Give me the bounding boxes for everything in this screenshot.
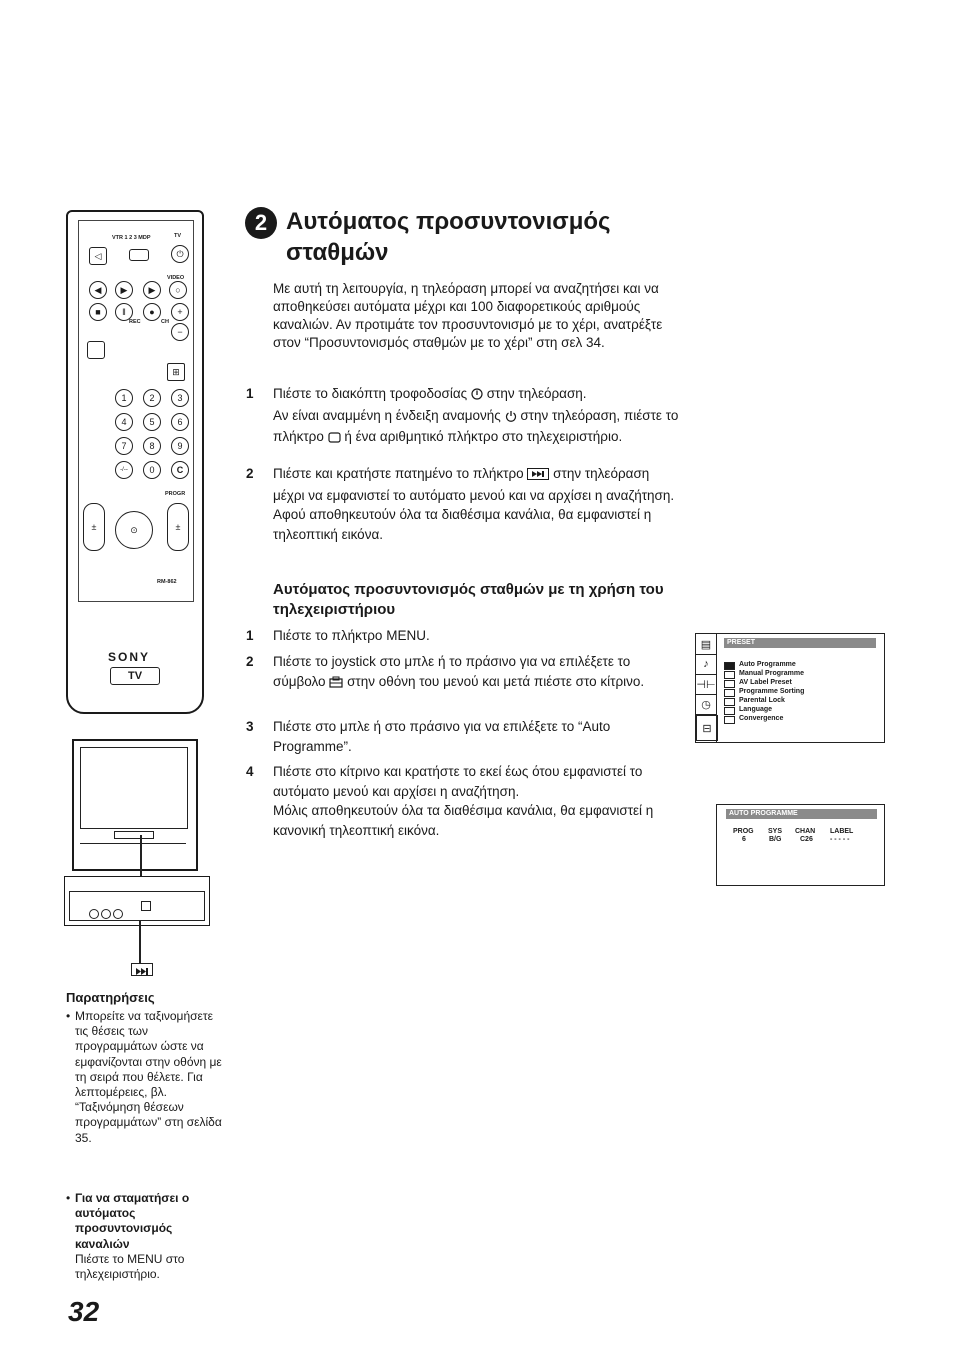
power-switch-icon [471,386,483,406]
picture-icon: ▤ [696,634,716,655]
menu-marker [724,680,735,688]
step-number: 3 [246,719,254,734]
note-item [66,1009,221,1174]
digit-3[interactable]: 3 [171,389,189,407]
auto-program-button-icon [131,963,153,976]
tv-step-2 [246,464,686,564]
features-icon: ⊣⊢ [696,674,716,695]
intro-paragraph: Με αυτή τη λειτουργία, η τηλεόραση μπορεί να αναζητήσει και να αποθηκεύσει αυτόματα μέχρι και 100 διαφορετικούς αριθμούς καναλιών. Αν προτιμάτε τον προσυντονισμό με το χέρι, ανατρέξτε στον “Προσυντονισμός σταθμών με το χέρι” στη σελ 34. [273,281,663,350]
tv-base [80,843,186,862]
prog-value: 6 [742,836,746,843]
step-text: Αφού αποθηκευτούν όλα τα διαθέσιμα κανάλια, θα εμφανιστεί η τηλεοπτική εικόνα. [273,507,652,542]
menu-item: Programme Sorting [739,688,805,695]
tv-control-panel [64,876,210,926]
remote-control [66,210,204,714]
brand-logo: SONY [108,650,151,664]
step-number: 2 [246,466,254,481]
tv-label: TV [174,233,182,239]
tv-mode-button[interactable] [87,341,105,359]
panel-jack [113,909,123,919]
col-header-prog: PROG [733,828,754,835]
note-text: Μπορείτε να ταξινομήσετε τις θέσεις των προγραμμάτων ώστε να εμφανίζονται στην οθόνη με τη σειρά που θέλετε. Για λεπτομέρειες, βλ. “Ταξινόμηση θέσεων προγραμμάτων” στη σελίδα 35. [75,1009,222,1145]
digit-2[interactable]: 2 [143,389,161,407]
section-number: 2 [245,207,277,239]
col-header-chan: CHAN [795,828,816,835]
digit-4[interactable]: 4 [115,413,133,431]
ff-button[interactable]: ▶ [143,281,161,299]
sound-icon: ♪ [696,654,716,675]
remote-step-4 [246,762,686,842]
menu-item: Language [739,706,773,713]
col-header-label: LABEL [830,828,854,835]
note-heading: Για να σταματήσει ο αυτόματος προσυντονισμός καναλιών [75,1191,190,1251]
step-text: στην τηλεόραση, πιέστε το πλήκτρο [273,407,679,444]
digit-6[interactable]: 6 [171,413,189,431]
pause-button[interactable]: ‖ [115,303,133,321]
tv-mode-icon [328,429,341,449]
menu-icon-column [696,634,717,742]
step-text: Πιέστε το πλήκτρο MENU. [273,628,430,643]
menu-marker [724,662,735,670]
vtr-label: VTR 1 2 3 MDP [112,235,151,241]
step-text: Πιέστε το joystick στο μπλε ή το πράσινο για να επιλέξετε το σύμβολο [273,654,631,689]
menu-title-bar: PRESET [724,638,876,648]
double-digit-button[interactable]: -/-- [115,461,133,479]
bullet: • [66,1191,71,1205]
joystick[interactable]: ⊙ [115,511,153,549]
menu-item: AV Label Preset [739,679,792,686]
rec-button[interactable]: ● [143,303,161,321]
model-label: RM-862 [157,579,177,585]
step-number: 2 [246,654,254,669]
preset-icon: ⊟ [696,715,718,741]
step-text: στην τηλεόραση. [482,386,587,401]
volume-rocker[interactable]: ± [83,503,105,551]
vtr-selector[interactable] [129,249,149,261]
remote-step-2 [246,652,686,712]
label-value: - - - - - [830,836,850,843]
remote-button-panel [78,220,194,602]
standby-icon [505,408,517,428]
digit-5[interactable]: 5 [143,413,161,431]
mute-button[interactable]: ◁ [89,247,107,265]
digit-7[interactable]: 7 [115,437,133,455]
tv-step-1 [246,384,686,464]
callout-line [140,835,142,876]
rewind-button[interactable]: ◀ [89,281,107,299]
remote-step-1 [246,626,686,646]
remote-step-3 [246,717,686,757]
col-header-sys: SYS [768,828,783,835]
step-text: Πιέστε στο κίτρινο και κρατήστε το εκεί έως ότου εμφανιστεί το αυτόματο μενού και αρχίσει η αναζήτηση. [273,764,643,799]
rec-label: REC [129,319,141,325]
clear-button[interactable]: C [171,461,189,479]
step-text: ή ένα αριθμητικό πλήκτρο στο τηλεχειριστήριο. [340,429,623,444]
menu-item: Parental Lock [739,697,785,704]
step-text: Πιέστε στο μπλε ή στο πράσινο για να επιλέξετε το “Auto Programme”. [273,719,611,754]
auto-programme-screen [716,804,885,886]
section-subtitle: Αυτόματος προσυντονισμός σταθμών με τη χρήση του τηλεχειριστήριου [273,581,664,618]
notes-title: Παρατηρήσεις [66,990,155,1005]
menu-item: Convergence [739,715,784,722]
step-text: στην τηλεόραση μέχρι να εμφανιστεί το αυτόματο μενού και να αρχίσει η αναζήτηση. [273,466,675,503]
step-text: Πιέστε και κρατήστε πατημένο το πλήκτρο [273,466,528,481]
step-text: Αν είναι αναμμένη η ένδειξη αναμονής [273,407,505,423]
callout-line [139,921,141,963]
menu-marker [724,716,735,724]
step-text: στην οθόνη του μενού και μετά πιέστε στο κίτρινο. [343,673,645,689]
stop-button[interactable]: ■ [89,303,107,321]
menu-item: Manual Programme [739,670,804,677]
page-number: 32 [68,1296,100,1327]
menu-marker [724,671,735,679]
panel-jack [101,909,111,919]
step-number: 4 [246,764,254,779]
note-item [66,1191,221,1286]
play-button[interactable]: ▶ [115,281,133,299]
step-text: Πιέστε το διακόπτη τροφοδοσίας [273,386,471,401]
digit-1[interactable]: 1 [115,389,133,407]
progr-rocker[interactable]: ± [167,503,189,551]
digit-0[interactable]: 0 [143,461,161,479]
tv-set [72,739,198,871]
preset-symbol-icon [329,674,343,694]
menu-marker [724,707,735,715]
power-button[interactable]: ⏻ [171,245,189,263]
menu-title-bar: AUTO PROGRAMME [726,809,877,819]
sys-value: B/G [769,836,782,843]
progr-label: PROGR [165,491,186,497]
auto-program-button[interactable] [141,901,151,911]
video-label: VIDEO [167,275,185,281]
menu-marker [724,689,735,697]
step-text: Μόλις αποθηκευτούν όλα τα διαθέσιμα κανάλια, θα εμφανιστεί η κανονική τηλεοπτική εικόνα. [273,803,654,838]
timer-icon: ◷ [696,694,716,715]
tv-front-flap [114,831,154,839]
page-title: Αυτόματος προσυντονισμός σταθμών [286,208,611,266]
bullet: • [66,1009,71,1023]
tv-mode-badge: TV [110,667,160,685]
video-button[interactable]: ○ [169,281,187,299]
ch-up-button[interactable]: + [171,303,189,321]
menu-item: Auto Programme [739,661,796,668]
step-number: 1 [246,386,254,401]
ch-label: CH [161,319,169,325]
tv-screen [80,747,188,829]
digit-8[interactable]: 8 [143,437,161,455]
note-text: Πιέστε το MENU στο τηλεχειριστήριο. [75,1251,185,1282]
menu-marker [724,698,735,706]
chan-value: C26 [800,836,813,843]
preset-menu-screen [695,633,885,743]
panel-jack [89,909,99,919]
auto-program-button-icon [527,466,549,486]
digit-9[interactable]: 9 [171,437,189,455]
step-number: 1 [246,628,254,643]
teletext-button[interactable]: ⊞ [167,363,185,381]
ch-down-button[interactable]: − [171,323,189,341]
